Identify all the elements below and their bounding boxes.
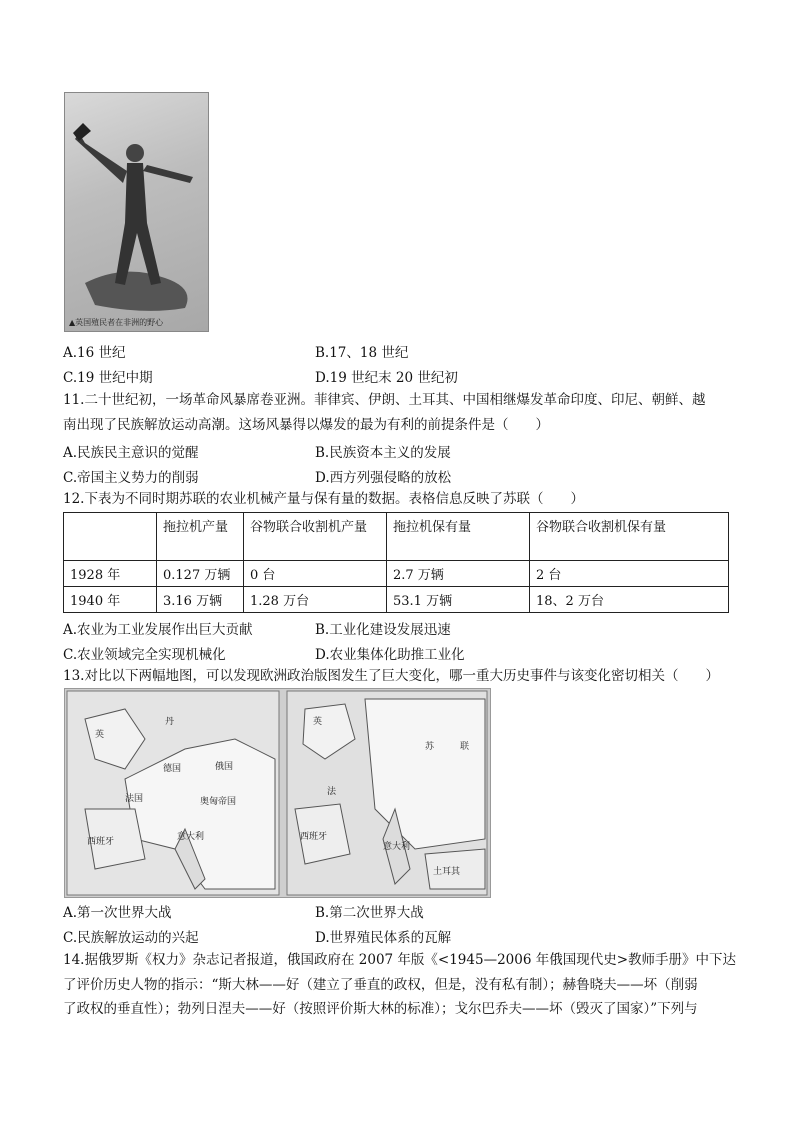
cartoon-figure (65, 93, 208, 331)
map-label: 丹 (165, 717, 175, 727)
q13-option-a[interactable]: A.第一次世界大战 (63, 905, 172, 921)
q13-option-d[interactable]: D.世界殖民体系的瓦解 (315, 930, 452, 946)
map-label: 联 (460, 742, 470, 752)
q10-option-c[interactable]: C.19 世纪中期 (63, 370, 153, 386)
q13-stem: 13.对比以下两幅地图，可以发现欧洲政治版图发生了巨大变化，哪一重大历史事件与该变化密切相关（ ） (63, 668, 719, 684)
map-label: 俄国 (215, 762, 234, 772)
colonist-cartoon-image (64, 92, 209, 332)
q12-option-b[interactable]: B.工业化建设发展迅速 (315, 622, 451, 638)
q12-option-a[interactable]: A.农业为工业发展作出巨大贡献 (63, 622, 253, 638)
map-label: 西班牙 (300, 832, 328, 842)
table-cell: 53.1 万辆 (387, 587, 530, 613)
q13-option-c[interactable]: C.民族解放运动的兴起 (63, 930, 199, 946)
table-cell: 2 台 (530, 561, 729, 587)
map-label: 土耳其 (433, 867, 461, 877)
q11-option-a[interactable]: A.民族民主意识的觉醒 (63, 445, 199, 461)
q10-option-b[interactable]: B.17、18 世纪 (315, 345, 409, 361)
table-cell: 1928 年 (64, 561, 157, 587)
table-cell: 18、2 万台 (530, 587, 729, 613)
q13-option-b[interactable]: B.第二次世界大战 (315, 905, 424, 921)
table-header-cell: 拖拉机产量 (157, 513, 244, 561)
europe-maps-svg (65, 689, 490, 897)
image-caption: ▲英国殖民者在非洲的野心 (69, 318, 164, 327)
map-label: 法 (327, 787, 337, 797)
map-label: 西班牙 (87, 837, 115, 847)
table-cell: 0 台 (244, 561, 387, 587)
map-label: 奥匈帝国 (200, 797, 237, 807)
table-cell: 0.127 万辆 (157, 561, 244, 587)
map-label: 法国 (125, 794, 144, 804)
q11-stem-line-1: 11.二十世纪初，一场革命风暴席卷亚洲。菲律宾、伊朗、土耳其、中国相继爆发革命印度、印尼、朝鲜、越 (63, 392, 706, 408)
q14-stem-line-3: 了政权的垂直性）；勃列日涅夫——好（按照评价斯大林的标准）；戈尔巴乔夫——坏（毁灭了国家）”下列与 (63, 1001, 698, 1017)
q10-option-a[interactable]: A.16 世纪 (63, 345, 126, 361)
q11-option-c[interactable]: C.帝国主义势力的削弱 (63, 470, 199, 486)
q14-stem-line-1: 14.据俄罗斯《权力》杂志记者报道，俄国政府在 2007 年版《<1945—2006 年俄国现代史>教师手册》中下达 (63, 952, 737, 968)
table-header-row (64, 513, 729, 561)
q11-option-d[interactable]: D.西方列强侵略的放松 (315, 470, 452, 486)
map-label: 德国 (163, 764, 182, 774)
table-header-cell: 谷物联合收割机产量 (244, 513, 387, 561)
q12-option-d[interactable]: D.农业集体化助推工业化 (315, 647, 465, 663)
table-header-cell: 拖拉机保有量 (387, 513, 530, 561)
table-row (64, 561, 729, 587)
q14-stem-line-2: 了评价历史人物的指示：“斯大林——好（建立了垂直的政权，但是，没有私有制）；赫鲁晓夫——坏（削弱 (63, 977, 698, 993)
q11-stem-line-2: 南出现了民族解放运动高潮。这场风暴得以爆发的最为有利的前提条件是（ ） (63, 417, 549, 433)
q10-option-d[interactable]: D.19 世纪末 20 世纪初 (315, 370, 458, 386)
q12-stem: 12.下表为不同时期苏联的农业机械产量与保有量的数据。表格信息反映了苏联（ ） (63, 491, 584, 507)
table-cell: 1940 年 (64, 587, 157, 613)
table-cell: 2.7 万辆 (387, 561, 530, 587)
map-label: 意大利 (177, 832, 205, 842)
table-header-cell (64, 513, 157, 561)
europe-maps-image (64, 688, 491, 898)
table-row (64, 587, 729, 613)
table-cell: 1.28 万台 (244, 587, 387, 613)
table-header-cell: 谷物联合收割机保有量 (530, 513, 729, 561)
table-cell: 3.16 万辆 (157, 587, 244, 613)
map-label: 英 (313, 717, 323, 727)
map-label: 苏 (425, 742, 435, 752)
map-label: 意大利 (383, 842, 411, 852)
soviet-machinery-table (63, 512, 729, 613)
q11-option-b[interactable]: B.民族资本主义的发展 (315, 445, 451, 461)
q12-option-c[interactable]: C.农业领域完全实现机械化 (63, 647, 226, 663)
map-label: 英 (95, 730, 105, 740)
